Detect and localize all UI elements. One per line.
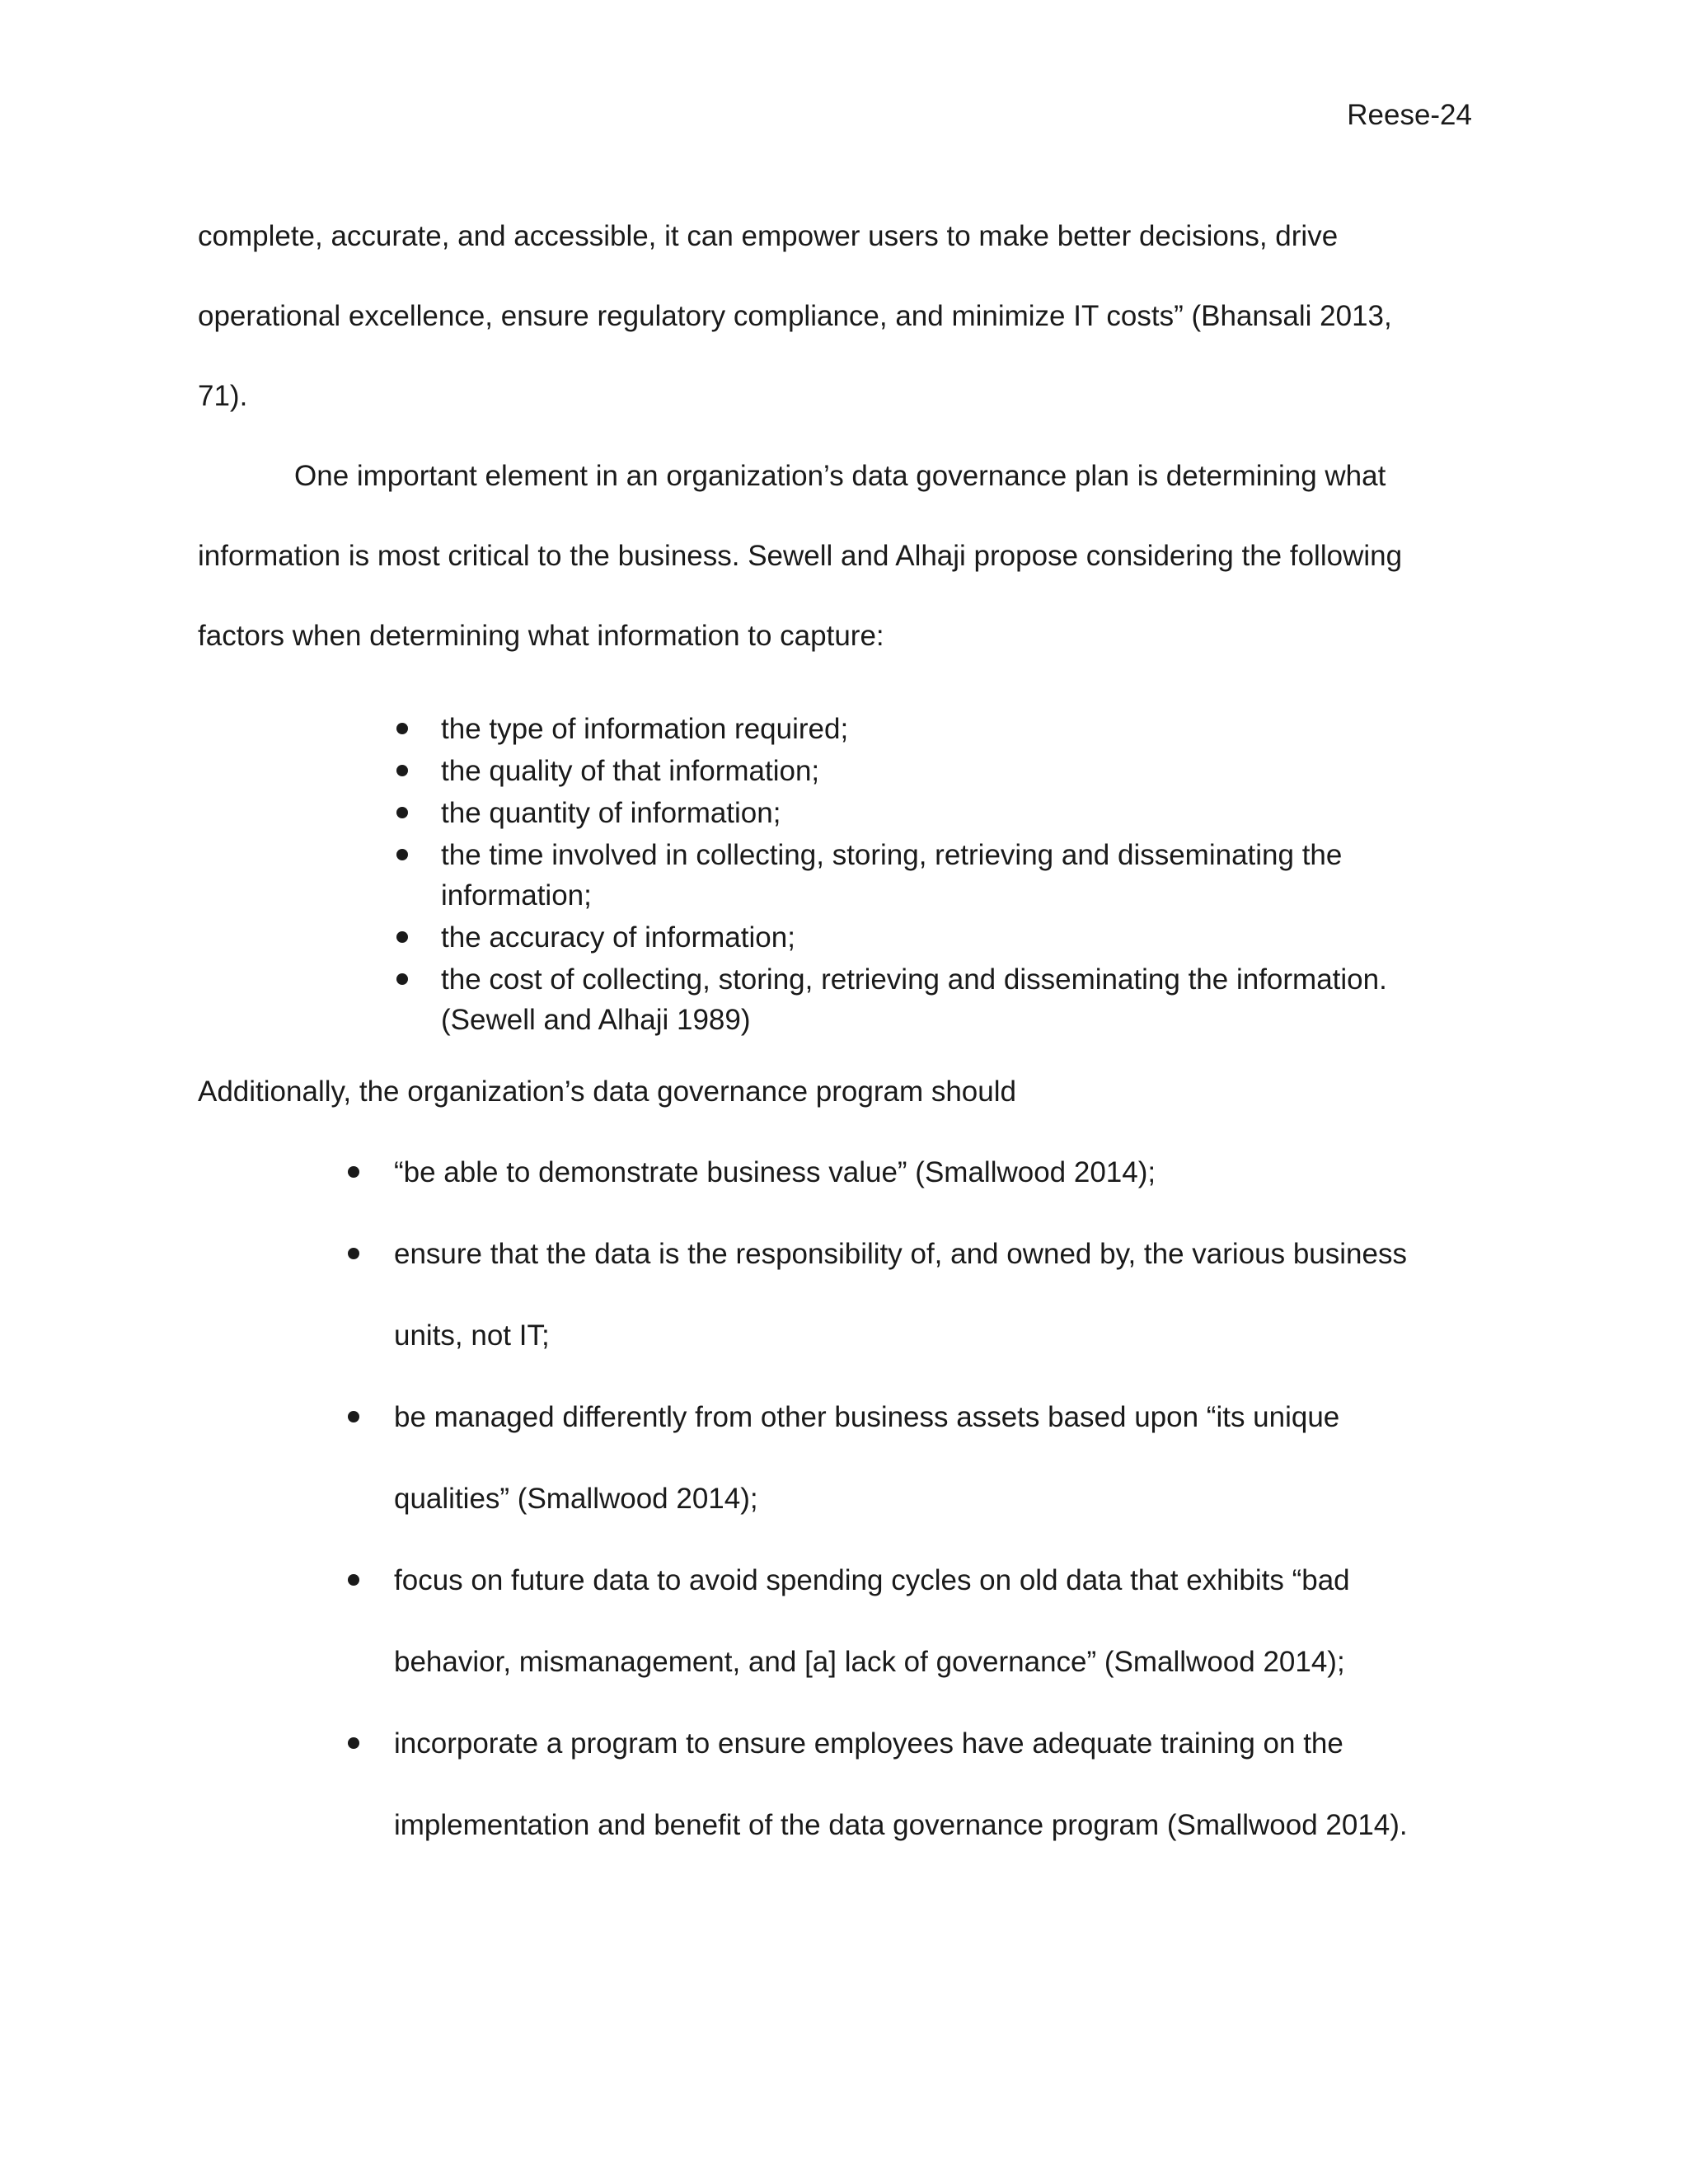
- list-item-text: the quantity of information;: [441, 797, 781, 829]
- list-item: [441, 751, 1484, 791]
- paragraph-additionally: [198, 1052, 1484, 1132]
- list-item-text: “be able to demonstrate business value” (Smallwood 2014);: [394, 1156, 1156, 1188]
- list-item-text: units, not IT;: [394, 1319, 550, 1352]
- text-line: Additionally, the organization’s data governance program should: [198, 1076, 1016, 1108]
- text-line: 71).: [198, 380, 248, 412]
- list-item-text: incorporate a program to ensure employees have adequate training on the: [394, 1727, 1343, 1760]
- text-line: One important element in an organization’s data governance plan is determining what: [294, 460, 1386, 492]
- list-item-text: ensure that the data is the responsibility of, and owned by, the various business: [394, 1238, 1407, 1270]
- list-item: [441, 959, 1484, 1040]
- page-header: [1347, 97, 1472, 134]
- list-item: [394, 1540, 1484, 1703]
- text-line: factors when determining what information to capture:: [198, 620, 884, 652]
- list-item-text: implementation and benefit of the data governance program (Smallwood 2014).: [394, 1809, 1408, 1841]
- list-item: [441, 793, 1484, 833]
- list-item-text: the accuracy of information;: [441, 921, 795, 954]
- text-line: complete, accurate, and accessible, it can empower users to make better decisions, drive: [198, 220, 1339, 252]
- list-item-text: the quality of that information;: [441, 755, 820, 787]
- text-line: operational excellence, ensure regulatory compliance, and minimize IT costs” (Bhansali 2013,: [198, 300, 1392, 332]
- paragraph-data-governance-element: [198, 436, 1484, 676]
- list-item: [394, 1213, 1484, 1376]
- citation-text: (Sewell and Alhaji 1989): [441, 1004, 751, 1036]
- program-bullet-list: [198, 1132, 1484, 1866]
- factors-bullet-list: [198, 709, 1484, 1040]
- list-item-text: be managed differently from other business assets based upon “its unique: [394, 1401, 1340, 1433]
- list-item-text: information;: [441, 879, 592, 912]
- list-item-text: qualities” (Smallwood 2014);: [394, 1483, 758, 1515]
- list-item-text: the type of information required;: [441, 713, 849, 745]
- list-item: [394, 1376, 1484, 1540]
- page-body: [198, 196, 1484, 1866]
- list-item: [441, 709, 1484, 749]
- paragraph-quote-continuation: [198, 196, 1484, 436]
- list-item-text: the time involved in collecting, storing, retrieving and disseminating the: [441, 839, 1343, 871]
- list-item: [394, 1132, 1484, 1213]
- list-item-text: the cost of collecting, storing, retrieving and disseminating the information.: [441, 963, 1387, 996]
- page-number-label: Reese-24: [1347, 99, 1472, 131]
- text-line: information is most critical to the business. Sewell and Alhaji propose considering the following: [198, 540, 1403, 572]
- list-item-text: focus on future data to avoid spending cycles on old data that exhibits “bad: [394, 1564, 1350, 1596]
- list-item: [441, 917, 1484, 958]
- list-item: [394, 1703, 1484, 1866]
- list-item: [441, 835, 1484, 916]
- list-item-text: behavior, mismanagement, and [a] lack of governance” (Smallwood 2014);: [394, 1646, 1345, 1678]
